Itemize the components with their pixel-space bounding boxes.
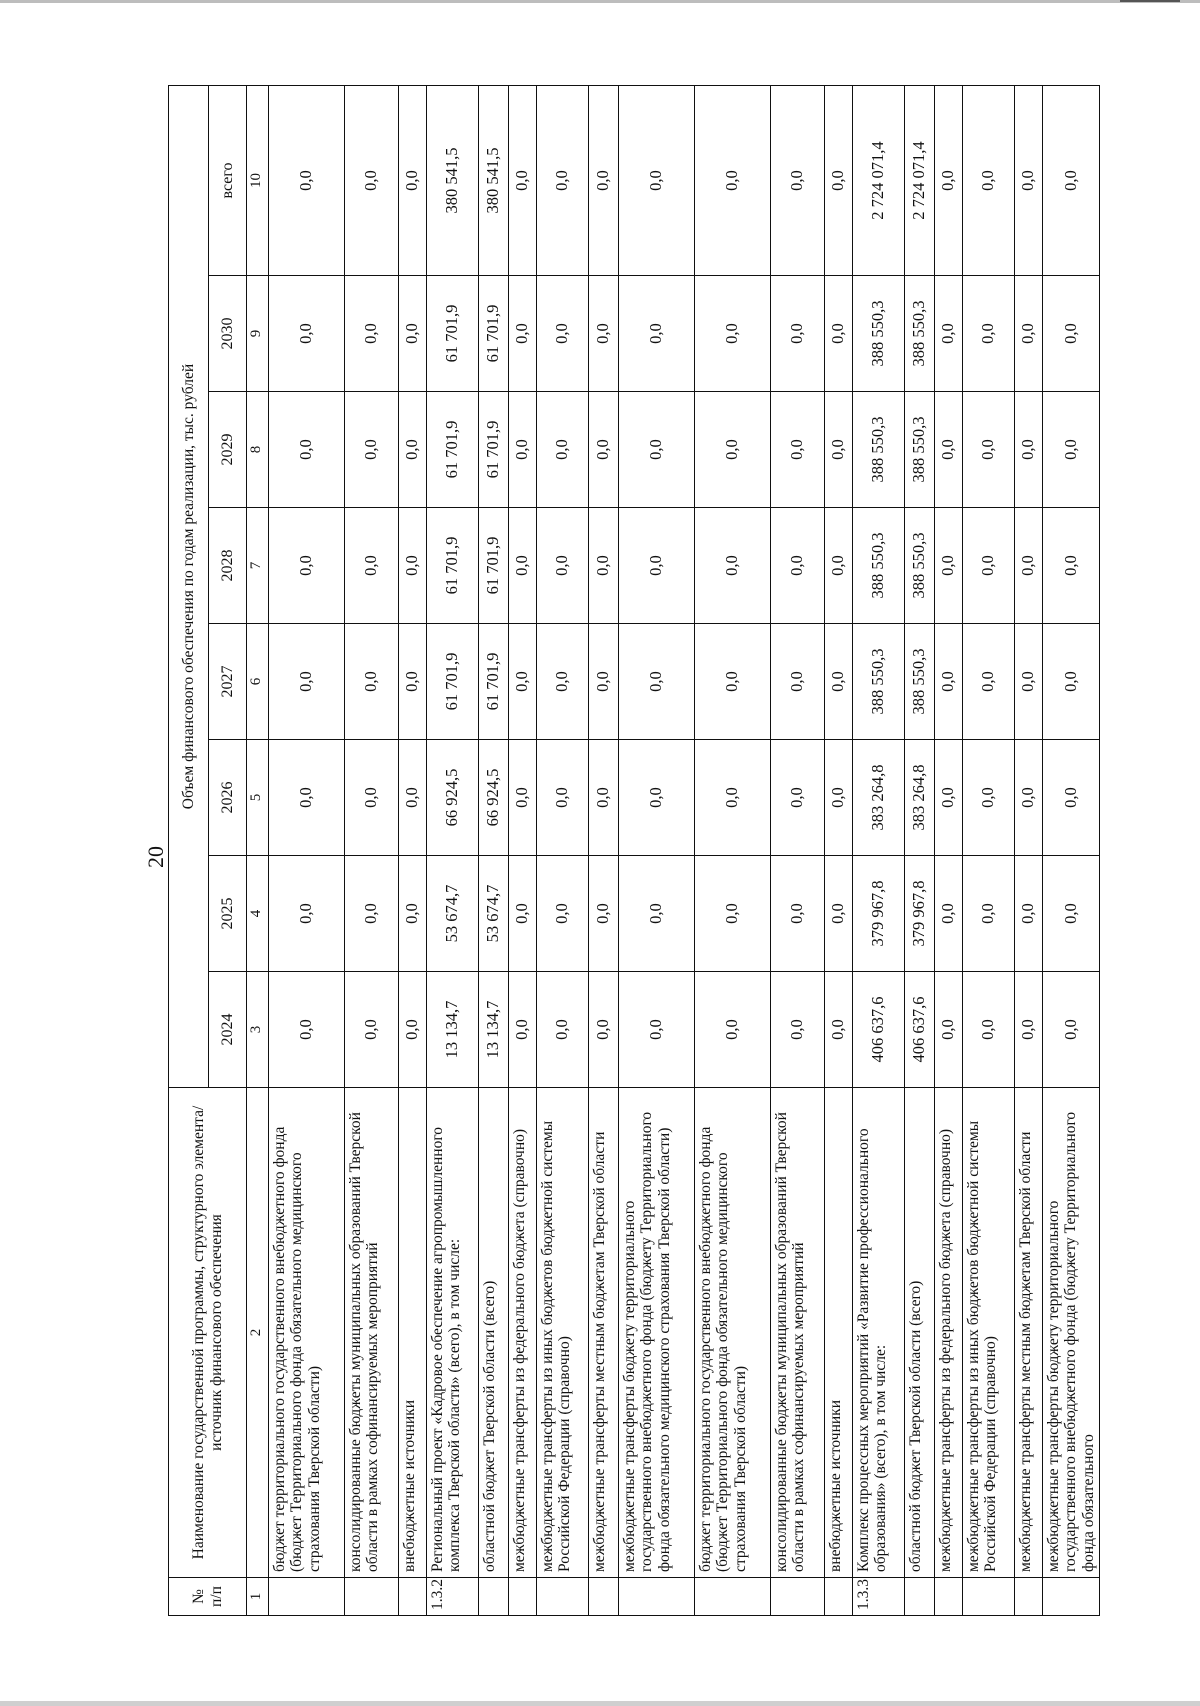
header-year: 2026 bbox=[209, 740, 247, 856]
col-number: 4 bbox=[247, 856, 269, 972]
row-value: 0,0 bbox=[589, 392, 619, 508]
row-value: 0,0 bbox=[269, 276, 345, 392]
header-year: 2028 bbox=[209, 508, 247, 624]
row-value: 0,0 bbox=[1043, 972, 1100, 1088]
row-value: 0,0 bbox=[1015, 392, 1043, 508]
row-code bbox=[509, 1578, 537, 1616]
row-value: 0,0 bbox=[537, 392, 589, 508]
header-row-1 bbox=[169, 86, 209, 1616]
financing-table bbox=[168, 85, 1100, 1616]
table-row bbox=[771, 86, 825, 1616]
row-value: 0,0 bbox=[619, 624, 695, 740]
row-value: 0,0 bbox=[269, 972, 345, 1088]
row-value: 0,0 bbox=[771, 856, 825, 972]
row-value-total: 0,0 bbox=[399, 86, 427, 276]
header-year: 2030 bbox=[209, 276, 247, 392]
row-value: 0,0 bbox=[589, 972, 619, 1088]
row-value: 0,0 bbox=[1015, 740, 1043, 856]
row-value: 0,0 bbox=[509, 392, 537, 508]
row-value: 0,0 bbox=[345, 972, 399, 1088]
row-value: 379 967,8 bbox=[853, 856, 905, 972]
row-value: 0,0 bbox=[1015, 856, 1043, 972]
row-value: 0,0 bbox=[1015, 508, 1043, 624]
page-number: 20 bbox=[143, 846, 168, 868]
col-number: 8 bbox=[247, 392, 269, 508]
row-value: 388 550,3 bbox=[905, 508, 935, 624]
row-value: 0,0 bbox=[345, 392, 399, 508]
row-value-total: 0,0 bbox=[771, 86, 825, 276]
row-value: 0,0 bbox=[963, 392, 1015, 508]
row-value: 0,0 bbox=[935, 856, 963, 972]
row-value: 0,0 bbox=[537, 276, 589, 392]
row-value-total: 0,0 bbox=[1043, 86, 1100, 276]
row-value: 0,0 bbox=[825, 740, 853, 856]
row-value: 61 701,9 bbox=[427, 392, 479, 508]
row-value: 383 264,8 bbox=[853, 740, 905, 856]
row-value: 0,0 bbox=[399, 508, 427, 624]
row-value: 0,0 bbox=[771, 392, 825, 508]
row-value: 0,0 bbox=[1015, 624, 1043, 740]
row-value: 13 134,7 bbox=[427, 972, 479, 1088]
scan-edge-bottom bbox=[0, 1701, 1200, 1706]
col-number: 10 bbox=[247, 86, 269, 276]
row-value: 0,0 bbox=[1043, 740, 1100, 856]
row-value: 0,0 bbox=[619, 508, 695, 624]
row-name: Комплекс процессных мероприятий «Развитие профессионального образования» (всего), в том числе: bbox=[853, 1088, 905, 1578]
table-row bbox=[399, 86, 427, 1616]
row-value: 0,0 bbox=[825, 624, 853, 740]
col-number: 9 bbox=[247, 276, 269, 392]
row-value: 388 550,3 bbox=[905, 276, 935, 392]
row-name: межбюджетные трансферты бюджету территориального государственного внебюджетного фонда (бюджету Территориального фонда обязательного медицинского страхования Тверской области) bbox=[619, 1088, 695, 1578]
row-code bbox=[589, 1578, 619, 1616]
table-row bbox=[537, 86, 589, 1616]
row-value-total: 380 541,5 bbox=[427, 86, 479, 276]
row-value: 0,0 bbox=[1015, 972, 1043, 1088]
row-name: межбюджетные трансферты из иных бюджетов бюджетной системы Российской Федерации (справочно) bbox=[963, 1088, 1015, 1578]
row-value: 0,0 bbox=[589, 276, 619, 392]
header-year: 2025 bbox=[209, 856, 247, 972]
row-value: 0,0 bbox=[963, 624, 1015, 740]
row-value: 0,0 bbox=[345, 276, 399, 392]
row-value: 0,0 bbox=[619, 856, 695, 972]
row-value: 0,0 bbox=[509, 508, 537, 624]
row-value-total: 0,0 bbox=[963, 86, 1015, 276]
row-value: 0,0 bbox=[537, 972, 589, 1088]
row-value: 0,0 bbox=[695, 972, 771, 1088]
header-name: Наименование государственной программы, структурного элемента/источник финансового обеспечения bbox=[169, 1088, 247, 1578]
row-value: 0,0 bbox=[345, 740, 399, 856]
row-value: 388 550,3 bbox=[905, 624, 935, 740]
row-value: 0,0 bbox=[695, 740, 771, 856]
row-code bbox=[1015, 1578, 1043, 1616]
row-code bbox=[1043, 1578, 1100, 1616]
table-row bbox=[619, 86, 695, 1616]
row-value: 0,0 bbox=[399, 392, 427, 508]
row-name: внебюджетные источники bbox=[399, 1088, 427, 1578]
row-value: 0,0 bbox=[537, 856, 589, 972]
row-value: 0,0 bbox=[345, 856, 399, 972]
row-value-total: 0,0 bbox=[589, 86, 619, 276]
row-value: 61 701,9 bbox=[427, 624, 479, 740]
row-code bbox=[771, 1578, 825, 1616]
row-value: 0,0 bbox=[695, 508, 771, 624]
row-value: 0,0 bbox=[537, 624, 589, 740]
row-value-total: 0,0 bbox=[509, 86, 537, 276]
row-value: 0,0 bbox=[935, 740, 963, 856]
header-total: всего bbox=[209, 86, 247, 276]
row-value-total: 0,0 bbox=[537, 86, 589, 276]
row-value: 0,0 bbox=[825, 508, 853, 624]
col-number: 6 bbox=[247, 624, 269, 740]
row-value: 0,0 bbox=[825, 856, 853, 972]
row-code bbox=[479, 1578, 509, 1616]
row-code bbox=[399, 1578, 427, 1616]
table-row bbox=[935, 86, 963, 1616]
table-row bbox=[345, 86, 399, 1616]
row-value: 388 550,3 bbox=[905, 392, 935, 508]
row-value: 0,0 bbox=[935, 624, 963, 740]
table-row bbox=[1043, 86, 1100, 1616]
row-value: 61 701,9 bbox=[479, 276, 509, 392]
row-value-total: 0,0 bbox=[619, 86, 695, 276]
row-value: 0,0 bbox=[399, 276, 427, 392]
header-no: № п/п bbox=[169, 1578, 247, 1616]
row-value: 61 701,9 bbox=[479, 624, 509, 740]
row-value: 406 637,6 bbox=[905, 972, 935, 1088]
row-value: 0,0 bbox=[1043, 856, 1100, 972]
row-value: 0,0 bbox=[619, 276, 695, 392]
row-value: 0,0 bbox=[935, 508, 963, 624]
row-value-total: 2 724 071,4 bbox=[905, 86, 935, 276]
row-value: 406 637,6 bbox=[853, 972, 905, 1088]
table-body bbox=[269, 86, 1100, 1616]
row-value: 388 550,3 bbox=[853, 508, 905, 624]
row-value-total: 2 724 071,4 bbox=[853, 86, 905, 276]
row-value: 0,0 bbox=[963, 856, 1015, 972]
row-value: 0,0 bbox=[771, 508, 825, 624]
row-value: 13 134,7 bbox=[479, 972, 509, 1088]
row-value-total: 0,0 bbox=[935, 86, 963, 276]
header-year: 2024 bbox=[209, 972, 247, 1088]
header-year: 2027 bbox=[209, 624, 247, 740]
row-value: 0,0 bbox=[619, 392, 695, 508]
row-name: областной бюджет Тверской области (всего) bbox=[905, 1088, 935, 1578]
col-number: 7 bbox=[247, 508, 269, 624]
row-value: 0,0 bbox=[619, 972, 695, 1088]
table-row bbox=[853, 86, 905, 1616]
row-value: 0,0 bbox=[619, 740, 695, 856]
row-name: межбюджетные трансферты местным бюджетам Тверской области bbox=[1015, 1088, 1043, 1578]
row-value: 61 701,9 bbox=[427, 508, 479, 624]
header-volume: Объем финансового обеспечения по годам реализации, тыс. рублей bbox=[169, 86, 209, 1088]
row-value: 0,0 bbox=[771, 740, 825, 856]
row-value: 0,0 bbox=[935, 276, 963, 392]
row-value: 61 701,9 bbox=[427, 276, 479, 392]
row-value: 66 924,5 bbox=[479, 740, 509, 856]
row-value-total: 0,0 bbox=[269, 86, 345, 276]
row-code bbox=[695, 1578, 771, 1616]
rotated-table-container bbox=[168, 86, 1097, 1616]
row-value: 0,0 bbox=[1043, 392, 1100, 508]
row-name: межбюджетные трансферты бюджету территориального государственного внебюджетного фонда (бюджету Территориального фонда обязательного bbox=[1043, 1088, 1100, 1578]
col-number: 1 bbox=[247, 1578, 269, 1616]
row-value: 0,0 bbox=[269, 740, 345, 856]
col-number: 5 bbox=[247, 740, 269, 856]
row-name: межбюджетные трансферты из иных бюджетов бюджетной системы Российской Федерации (справочно) bbox=[537, 1088, 589, 1578]
row-value: 0,0 bbox=[399, 972, 427, 1088]
row-value: 0,0 bbox=[269, 508, 345, 624]
row-value: 0,0 bbox=[1043, 276, 1100, 392]
row-value: 0,0 bbox=[509, 624, 537, 740]
row-name: бюджет территориального государственного внебюджетного фонда (бюджет Территориального фонда обязательного медицинского страхования Тверской области) bbox=[269, 1088, 345, 1578]
row-value: 383 264,8 bbox=[905, 740, 935, 856]
row-value: 0,0 bbox=[963, 276, 1015, 392]
row-value-total: 0,0 bbox=[1015, 86, 1043, 276]
row-value: 0,0 bbox=[269, 624, 345, 740]
row-code bbox=[269, 1578, 345, 1616]
row-value: 0,0 bbox=[825, 276, 853, 392]
row-value: 0,0 bbox=[771, 276, 825, 392]
table-row bbox=[905, 86, 935, 1616]
row-value: 53 674,7 bbox=[427, 856, 479, 972]
scan-mark bbox=[1120, 0, 1180, 2]
row-value: 0,0 bbox=[771, 972, 825, 1088]
row-value-total: 0,0 bbox=[345, 86, 399, 276]
row-code bbox=[825, 1578, 853, 1616]
table-row bbox=[427, 86, 479, 1616]
row-value: 0,0 bbox=[345, 624, 399, 740]
row-value: 0,0 bbox=[935, 392, 963, 508]
row-name: межбюджетные трансферты из федерального бюджета (справочно) bbox=[935, 1088, 963, 1578]
row-value: 0,0 bbox=[537, 508, 589, 624]
row-value: 0,0 bbox=[771, 624, 825, 740]
row-value: 0,0 bbox=[695, 624, 771, 740]
row-value: 0,0 bbox=[1043, 508, 1100, 624]
row-value: 0,0 bbox=[825, 392, 853, 508]
row-value: 0,0 bbox=[269, 392, 345, 508]
row-name: внебюджетные источники bbox=[825, 1088, 853, 1578]
col-number: 2 bbox=[247, 1088, 269, 1578]
row-value: 0,0 bbox=[509, 972, 537, 1088]
row-value: 61 701,9 bbox=[479, 392, 509, 508]
col-number: 3 bbox=[247, 972, 269, 1088]
row-value: 0,0 bbox=[589, 740, 619, 856]
row-code bbox=[619, 1578, 695, 1616]
table-row bbox=[695, 86, 771, 1616]
scan-edge-top bbox=[0, 0, 1200, 3]
row-value: 0,0 bbox=[399, 856, 427, 972]
table-row bbox=[509, 86, 537, 1616]
row-code bbox=[537, 1578, 589, 1616]
row-name: консолидированные бюджеты муниципальных образований Тверской области в рамках софинансируемых мероприятий bbox=[345, 1088, 399, 1578]
row-value-total: 0,0 bbox=[825, 86, 853, 276]
row-code bbox=[345, 1578, 399, 1616]
row-value-total: 380 541,5 bbox=[479, 86, 509, 276]
row-value: 0,0 bbox=[509, 856, 537, 972]
row-value: 0,0 bbox=[963, 740, 1015, 856]
table-row bbox=[479, 86, 509, 1616]
table-row bbox=[825, 86, 853, 1616]
row-value: 66 924,5 bbox=[427, 740, 479, 856]
row-value: 0,0 bbox=[963, 972, 1015, 1088]
row-name: областной бюджет Тверской области (всего) bbox=[479, 1088, 509, 1578]
row-name: межбюджетные трансферты из федерального бюджета (справочно) bbox=[509, 1088, 537, 1578]
header-row-colnumbers bbox=[247, 86, 269, 1616]
row-code: 1.3.3 bbox=[853, 1578, 905, 1616]
row-value: 0,0 bbox=[399, 624, 427, 740]
row-value: 53 674,7 bbox=[479, 856, 509, 972]
row-value-total: 0,0 bbox=[695, 86, 771, 276]
row-value: 0,0 bbox=[269, 856, 345, 972]
table-row bbox=[1015, 86, 1043, 1616]
row-value: 0,0 bbox=[963, 508, 1015, 624]
row-value: 388 550,3 bbox=[853, 624, 905, 740]
row-name: межбюджетные трансферты местным бюджетам Тверской области bbox=[589, 1088, 619, 1578]
row-value: 0,0 bbox=[695, 276, 771, 392]
row-name: Региональный проект «Кадровое обеспечение агропромышленного комплекса Тверской области» (всего), в том числе: bbox=[427, 1088, 479, 1578]
row-value: 388 550,3 bbox=[853, 392, 905, 508]
table-row bbox=[589, 86, 619, 1616]
row-code bbox=[905, 1578, 935, 1616]
row-value: 0,0 bbox=[345, 508, 399, 624]
row-value: 0,0 bbox=[825, 972, 853, 1088]
row-code bbox=[963, 1578, 1015, 1616]
row-value: 0,0 bbox=[509, 740, 537, 856]
row-value: 0,0 bbox=[695, 392, 771, 508]
table-row bbox=[963, 86, 1015, 1616]
row-value: 0,0 bbox=[1015, 276, 1043, 392]
row-name: консолидированные бюджеты муниципальных образований Тверской области в рамках софинансируемых мероприятий bbox=[771, 1088, 825, 1578]
row-value: 0,0 bbox=[1043, 624, 1100, 740]
row-code: 1.3.2 bbox=[427, 1578, 479, 1616]
row-value: 0,0 bbox=[589, 508, 619, 624]
row-code bbox=[935, 1578, 963, 1616]
row-value: 61 701,9 bbox=[479, 508, 509, 624]
row-value: 388 550,3 bbox=[853, 276, 905, 392]
row-value: 0,0 bbox=[589, 856, 619, 972]
row-value: 0,0 bbox=[399, 740, 427, 856]
table-row bbox=[269, 86, 345, 1616]
row-value: 0,0 bbox=[935, 972, 963, 1088]
header-year: 2029 bbox=[209, 392, 247, 508]
row-value: 0,0 bbox=[537, 740, 589, 856]
row-value: 0,0 bbox=[509, 276, 537, 392]
row-value: 379 967,8 bbox=[905, 856, 935, 972]
row-value: 0,0 bbox=[695, 856, 771, 972]
row-value: 0,0 bbox=[589, 624, 619, 740]
row-name: бюджет территориального государственного внебюджетного фонда (бюджет Территориального фонда обязательного медицинского страхования Тверской области) bbox=[695, 1088, 771, 1578]
